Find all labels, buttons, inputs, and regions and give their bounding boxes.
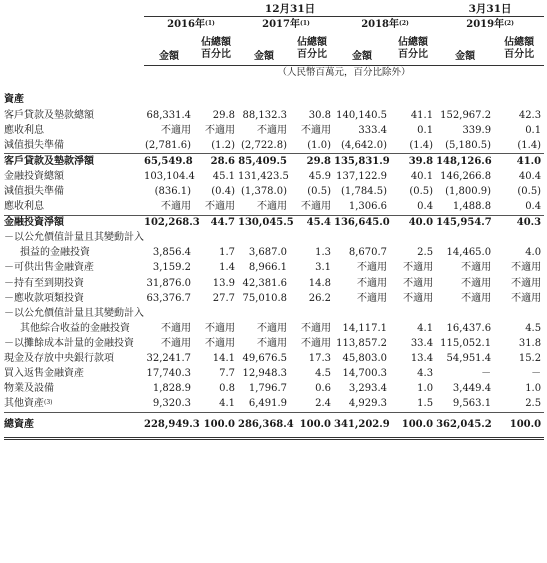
- percent-cell: 13.9: [212, 277, 235, 289]
- table-row: [4, 123, 544, 138]
- percent-cell: 14.1: [212, 353, 235, 365]
- amount-cell: 不適用: [257, 124, 287, 136]
- amount-cell: 152,967.2: [440, 109, 492, 121]
- amount-cell: 1,796.7: [248, 383, 287, 395]
- row-label: 其他資產$^{(3)}$: [4, 398, 53, 410]
- percent-cell: 27.7: [212, 292, 235, 304]
- row-label: －應收款項類投資: [4, 292, 84, 304]
- amount-cell: 8,670.7: [348, 247, 387, 259]
- percent-cell: 39.8: [390, 154, 436, 170]
- amount-cell: 333.4: [358, 124, 387, 136]
- year-2018: 2018年$^{(2)}$: [334, 17, 436, 34]
- amount-cell: (1,784.5): [341, 186, 387, 198]
- percent-cell: 2.4: [315, 398, 331, 410]
- percent-cell: 44.7: [194, 215, 238, 231]
- year-row: [4, 17, 544, 34]
- percent-cell: 17.3: [308, 353, 331, 365]
- amount-cell: 17,740.3: [146, 368, 191, 380]
- row-label: －以公允價值計量且其變動計入: [4, 307, 144, 319]
- amount-cell: 103,104.4: [144, 170, 195, 182]
- amount-cell: 不適用: [161, 124, 191, 136]
- percent-cell: (1.0): [307, 139, 331, 151]
- amount-cell: 54,951.4: [446, 353, 492, 365]
- percent-cell: 0.1: [417, 124, 434, 136]
- percent-cell: 不適用: [511, 262, 542, 274]
- amount-cell: 228,949.3: [144, 412, 194, 438]
- amount-header: 金額: [455, 51, 476, 62]
- amount-cell: 131,423.5: [238, 170, 289, 182]
- percent-cell: 1.0: [525, 383, 542, 395]
- amount-cell: 135,831.9: [334, 154, 390, 170]
- percent-cell: (1.4): [517, 139, 542, 151]
- amount-cell: 32,241.7: [146, 353, 191, 365]
- percent-cell: 31.8: [518, 337, 542, 349]
- percent-cell: 不適用: [403, 292, 434, 304]
- amount-cell: 341,202.9: [334, 412, 390, 438]
- percent-cell: 不適用: [403, 277, 434, 289]
- row-label: －持有至到期投資: [4, 277, 84, 289]
- amount-cell: 3,159.2: [152, 262, 191, 274]
- percent-cell: 41.1: [410, 109, 434, 121]
- amount-cell: 1,828.9: [152, 383, 191, 395]
- amount-cell: [436, 306, 494, 321]
- table-row: [4, 412, 544, 438]
- percent-cell: 15.2: [518, 353, 542, 365]
- amount-cell: 不適用: [257, 337, 287, 349]
- amount-cell: 42,381.6: [242, 277, 287, 289]
- amount-cell: 3,687.0: [248, 247, 287, 259]
- amount-cell: 286,368.4: [238, 412, 290, 438]
- amount-cell: 不適用: [257, 322, 287, 334]
- amount-header: 金額: [352, 51, 372, 62]
- amount-header: 金額: [159, 51, 179, 62]
- percent-cell: 45.9: [308, 170, 331, 182]
- amount-cell: 63,376.7: [146, 292, 191, 304]
- amount-cell: 14,465.0: [446, 247, 492, 259]
- table-row: [4, 367, 544, 382]
- row-label: 客戶貸款及墊款淨額: [4, 154, 144, 170]
- amount-cell: 不適用: [257, 201, 287, 213]
- amount-cell: 4,929.3: [348, 398, 387, 410]
- percent-cell: 0.8: [219, 383, 235, 395]
- row-label: 現金及存放中央銀行款項: [4, 353, 114, 365]
- amount-cell: 不適用: [161, 201, 191, 213]
- unit-note-row: [4, 66, 544, 81]
- table-row: [4, 184, 544, 199]
- percent-cell: [290, 231, 334, 246]
- percent-cell: 45.1: [212, 170, 235, 182]
- row-label: 損益的金融投資: [20, 247, 90, 259]
- amount-cell: 85,409.5: [238, 154, 290, 170]
- percent-cell: [494, 231, 544, 246]
- row-label: 物業及設備: [4, 383, 54, 395]
- percent-cell: 4.1: [417, 322, 434, 334]
- table-row: [4, 276, 544, 291]
- amount-cell: 68,331.4: [146, 109, 191, 121]
- amount-cell: (2,722.8): [241, 139, 287, 151]
- percent-cell: 45.4: [290, 215, 334, 231]
- amount-cell: 65,549.8: [144, 154, 194, 170]
- unit-note: （人民幣百萬元，百分比除外）: [144, 66, 544, 81]
- amount-cell: [334, 231, 390, 246]
- amount-cell: 136,645.0: [334, 215, 390, 231]
- percent-cell: 不適用: [301, 201, 331, 213]
- percent-cell: 1.4: [219, 262, 235, 274]
- amount-cell: [334, 306, 390, 321]
- percent-cell: [494, 306, 544, 321]
- percent-cell: 不適用: [205, 124, 235, 136]
- percent-cell: 2.5: [525, 398, 542, 410]
- percent-cell: 4.5: [315, 368, 331, 380]
- table-row: [4, 352, 544, 367]
- row-label: 減值損失準備: [4, 186, 64, 198]
- amount-cell: 14,700.3: [342, 368, 387, 380]
- amount-cell: 不適用: [461, 292, 492, 304]
- amount-cell: [436, 231, 494, 246]
- percent-cell: 不適用: [511, 292, 542, 304]
- group-mar31: 3月31日: [468, 3, 512, 15]
- amount-cell: 不適用: [161, 322, 191, 334]
- amount-cell: 102,268.3: [144, 215, 194, 231]
- amount-cell: 6,491.9: [248, 398, 287, 410]
- amount-cell: 16,437.6: [446, 322, 492, 334]
- year-2017: 2017年$^{(1)}$: [238, 17, 334, 34]
- row-label: 總資產: [4, 412, 144, 438]
- table-row: [4, 169, 544, 184]
- percent-cell: 100.0: [494, 412, 544, 438]
- percent-cell: (1.4): [409, 139, 434, 151]
- amount-cell: 不適用: [461, 277, 492, 289]
- row-label: －可供出售金融資產: [4, 262, 94, 274]
- section-title-row: [4, 80, 544, 108]
- percent-cell: 30.8: [308, 109, 331, 121]
- table-row: [4, 154, 544, 170]
- column-header-row: [4, 33, 544, 66]
- percent-cell: 40.3: [494, 215, 544, 231]
- percent-cell: 28.6: [194, 154, 238, 170]
- percent-cell: 不適用: [205, 322, 235, 334]
- amount-cell: (1,800.9): [445, 186, 492, 198]
- amount-cell: [144, 306, 194, 321]
- percent-cell: 0.6: [315, 383, 331, 395]
- amount-cell: 146,266.8: [440, 170, 492, 182]
- percent-cell: 0.4: [417, 201, 434, 213]
- percent-cell: 40.0: [390, 215, 436, 231]
- amount-cell: 3,293.4: [348, 383, 387, 395]
- amount-cell: 140,140.5: [336, 109, 387, 121]
- row-label: －以攤餘成本計量的金融投資: [4, 337, 134, 349]
- year-2019: 2019年$^{(2)}$: [436, 17, 544, 34]
- percent-cell: [390, 306, 436, 321]
- percent-cell: [290, 306, 334, 321]
- amount-cell: 148,126.6: [436, 154, 494, 170]
- row-label: 客戶貸款及墊款總額: [4, 109, 94, 121]
- table-row: [4, 200, 544, 216]
- percent-cell: 0.4: [525, 201, 542, 213]
- row-label: －以公允價值計量且其變動計入: [4, 232, 144, 244]
- section-title: 資產: [4, 94, 24, 105]
- row-label: 應收利息: [4, 124, 44, 136]
- percent-cell: 4.1: [219, 398, 235, 410]
- percent-cell: (0.5): [307, 186, 331, 198]
- row-label: 金融投資總額: [4, 170, 64, 182]
- table-row: [4, 246, 544, 261]
- amount-cell: 49,676.5: [242, 353, 287, 365]
- percent-cell: 33.4: [410, 337, 434, 349]
- amount-cell: (1,378.0): [241, 186, 287, 198]
- amount-cell: 不適用: [357, 277, 387, 289]
- amount-cell: 3,856.4: [152, 247, 191, 259]
- percent-cell: 29.8: [212, 109, 235, 121]
- percent-cell: 42.3: [518, 109, 542, 121]
- amount-cell: [238, 306, 290, 321]
- table-row: [4, 291, 544, 306]
- amount-cell: 3,449.4: [452, 383, 492, 395]
- percent-cell: [390, 231, 436, 246]
- amount-cell: 不適用: [357, 292, 387, 304]
- row-label: 金融投資淨額: [4, 215, 144, 231]
- amount-cell: 88,132.3: [242, 109, 287, 121]
- percent-cell: 4.3: [417, 368, 434, 380]
- percent-cell: 100.0: [390, 412, 436, 438]
- amount-cell: 339.9: [462, 124, 492, 136]
- amount-cell: 不適用: [461, 262, 492, 274]
- table-row: [4, 215, 544, 231]
- amount-cell: (5,180.5): [445, 139, 492, 151]
- percent-cell: 不適用: [205, 201, 235, 213]
- percent-cell: (0.4): [211, 186, 235, 198]
- amount-cell: 31,876.0: [146, 277, 191, 289]
- amount-cell: 75,010.8: [242, 292, 287, 304]
- amount-cell: 9,563.1: [452, 398, 492, 410]
- amount-cell: 1,306.6: [348, 201, 387, 213]
- amount-cell: 45,803.0: [342, 353, 387, 365]
- amount-cell: 130,045.5: [238, 215, 290, 231]
- row-label: 應收利息: [4, 201, 44, 213]
- pct-header: 佔總額 百分比: [297, 37, 327, 60]
- amount-cell: 137,122.9: [336, 170, 387, 182]
- pct-header: 佔總額 百分比: [504, 37, 535, 60]
- percent-cell: 不適用: [301, 322, 331, 334]
- percent-cell: 0.1: [525, 124, 542, 136]
- percent-cell: 1.3: [315, 247, 331, 259]
- table-row: [4, 261, 544, 276]
- amount-cell: 1,488.8: [452, 201, 492, 213]
- row-label: 其他綜合收益的金融投資: [20, 322, 130, 334]
- percent-cell: 1.7: [219, 247, 235, 259]
- table-row: [4, 306, 544, 321]
- percent-cell: 不適用: [301, 124, 331, 136]
- percent-cell: 7.7: [219, 368, 235, 380]
- percent-cell: 不適用: [511, 277, 542, 289]
- amount-cell: 113,857.2: [336, 337, 387, 349]
- pct-header: 佔總額 百分比: [201, 37, 231, 60]
- percent-cell: 1.5: [417, 398, 434, 410]
- assets-table: [4, 2, 544, 440]
- amount-cell: (2,781.6): [145, 139, 191, 151]
- row-label: 減值損失準備: [4, 139, 64, 151]
- table-row: [4, 382, 544, 397]
- percent-cell: (1.2): [211, 139, 235, 151]
- amount-cell: 145,954.7: [436, 215, 494, 231]
- percent-cell: 2.5: [417, 247, 434, 259]
- amount-cell: (836.1): [154, 186, 191, 198]
- amount-cell: 362,045.2: [436, 412, 494, 438]
- group-dec31: 12月31日: [264, 3, 316, 15]
- amount-cell: 8,966.1: [248, 262, 287, 274]
- amount-cell: [144, 231, 194, 246]
- pct-header: 佔總額 百分比: [398, 37, 429, 60]
- row-label: 買入返售金融資產: [4, 368, 84, 380]
- percent-cell: 3.1: [315, 262, 331, 274]
- amount-cell: [238, 231, 290, 246]
- percent-cell: 100.0: [194, 412, 238, 438]
- percent-cell: 不適用: [403, 262, 434, 274]
- amount-cell: 12,948.3: [242, 368, 287, 380]
- amount-cell: 14,117.1: [342, 322, 387, 334]
- percent-cell: 不適用: [301, 337, 331, 349]
- table-row: [4, 231, 544, 246]
- amount-cell: 115,052.1: [440, 337, 492, 349]
- amount-cell: (4,642.0): [341, 139, 387, 151]
- table-row: [4, 321, 544, 336]
- amount-cell: 9,320.3: [152, 398, 191, 410]
- table-row: [4, 397, 544, 413]
- date-group-row: [4, 2, 544, 17]
- percent-cell: －: [531, 368, 542, 380]
- percent-cell: [194, 306, 238, 321]
- percent-cell: 29.8: [290, 154, 334, 170]
- percent-cell: 40.1: [410, 170, 434, 182]
- amount-cell: 不適用: [357, 262, 387, 274]
- year-2016: 2016年$^{(1)}$: [144, 17, 238, 34]
- amount-cell: －: [481, 368, 492, 380]
- table-row: [4, 108, 544, 123]
- percent-cell: 40.4: [518, 170, 542, 182]
- table-row: [4, 336, 544, 351]
- percent-cell: 13.4: [410, 353, 434, 365]
- percent-cell: (0.5): [517, 186, 542, 198]
- amount-cell: 不適用: [161, 337, 191, 349]
- percent-cell: 14.8: [308, 277, 331, 289]
- percent-cell: 1.0: [417, 383, 434, 395]
- percent-cell: 26.2: [308, 292, 331, 304]
- percent-cell: 100.0: [290, 412, 334, 438]
- amount-header: 金額: [254, 51, 274, 62]
- table-row: [4, 138, 544, 154]
- percent-cell: 4.5: [525, 322, 542, 334]
- percent-cell: 不適用: [205, 337, 235, 349]
- percent-cell: 4.0: [525, 247, 542, 259]
- percent-cell: 41.0: [494, 154, 544, 170]
- percent-cell: [194, 231, 238, 246]
- percent-cell: (0.5): [409, 186, 434, 198]
